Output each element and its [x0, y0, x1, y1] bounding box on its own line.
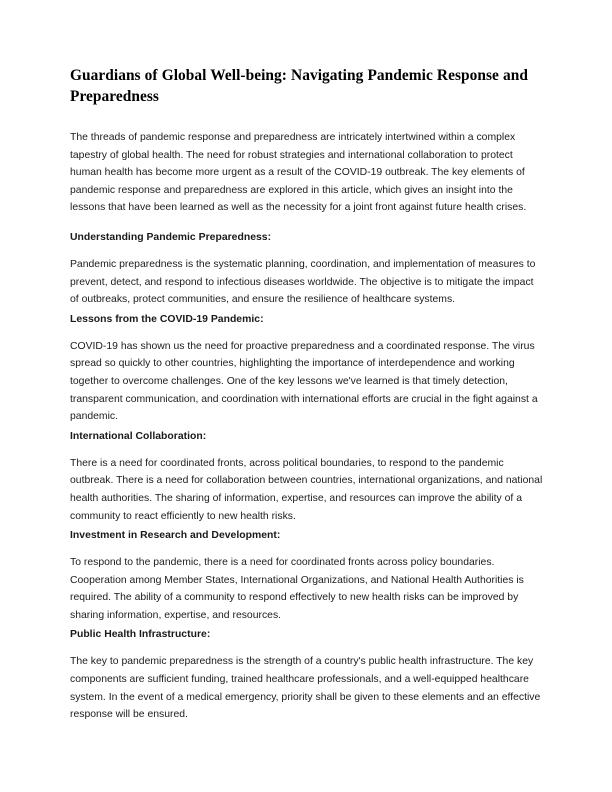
page-title: Guardians of Global Well-being: Navigating Pandemic Response and Preparedness: [70, 67, 528, 105]
section-international-collaboration: [70, 430, 543, 525]
section-body: There is a need for coordinated fronts, across political boundaries, to respond to the pandemic outbreak. There is a need for collaboration between countries, international organizations, and national health authorities. The sharing of information, expertise, and resources can improve the ability of a community to react efficiently to new health risks.: [70, 457, 543, 522]
section-heading: Public Health Infrastructure:: [70, 629, 211, 641]
section-body: COVID-19 has shown us the need for proactive preparedness and a coordinated response. The virus spread so quickly to other countries, highlighting the importance of interdependence and working together to overcome challenges. One of the key lessons we've learned is that timely detection, transparent communication, and coordination with international efforts are crucial in the fight against a pandemic.: [70, 340, 538, 423]
section-heading: Lessons from the COVID-19 Pandemic:: [70, 313, 264, 325]
section-investment-in-research-and-development: [70, 529, 543, 624]
section-heading: Understanding Pandemic Preparedness:: [70, 231, 272, 243]
section-heading: Investment in Research and Development:: [70, 530, 281, 542]
section-body: Pandemic preparedness is the systematic planning, coordination, and implementation of measures to prevent, detect, and respond to infectious diseases worldwide. The objective is to mitigate the impact of outbreaks, protect communities, and ensure the resilience of healthcare systems.: [70, 258, 536, 306]
section-body: To respond to the pandemic, there is a need for coordinated fronts across policy boundaries. Cooperation among Member States, International Organizations, and National Health Authorities is required. The ability of a community to respond effectively to new health risks can be improved by sharing information, expertise, and resources.: [70, 557, 524, 621]
intro-paragraph: The threads of pandemic response and preparedness are intricately intertwined within a complex tapestry of global health. The need for robust strategies and international collaboration to protect human health has become more urgent as a result of the COVID-19 outbreak. The key elements of pandemic response and preparedness are explored in this article, which gives an insight into the lessons that have been learned as well as the necessity for a joint front against future health crises.: [70, 132, 527, 214]
section-understanding-pandemic-preparedness: [70, 231, 543, 309]
section-heading: International Collaboration:: [70, 430, 207, 442]
section-lessons-from-the-covid-19-pandemic: [70, 313, 543, 426]
section-body: The key to pandemic preparedness is the strength of a country's public health infrastructure. The key components are sufficient funding, trained healthcare professionals, and a well-equipped healthcare system. In the event of a medical emergency, priority shall be given to these elements and an effective response will be ensured.: [70, 656, 541, 721]
section-public-health-infrastructure: [70, 628, 543, 723]
